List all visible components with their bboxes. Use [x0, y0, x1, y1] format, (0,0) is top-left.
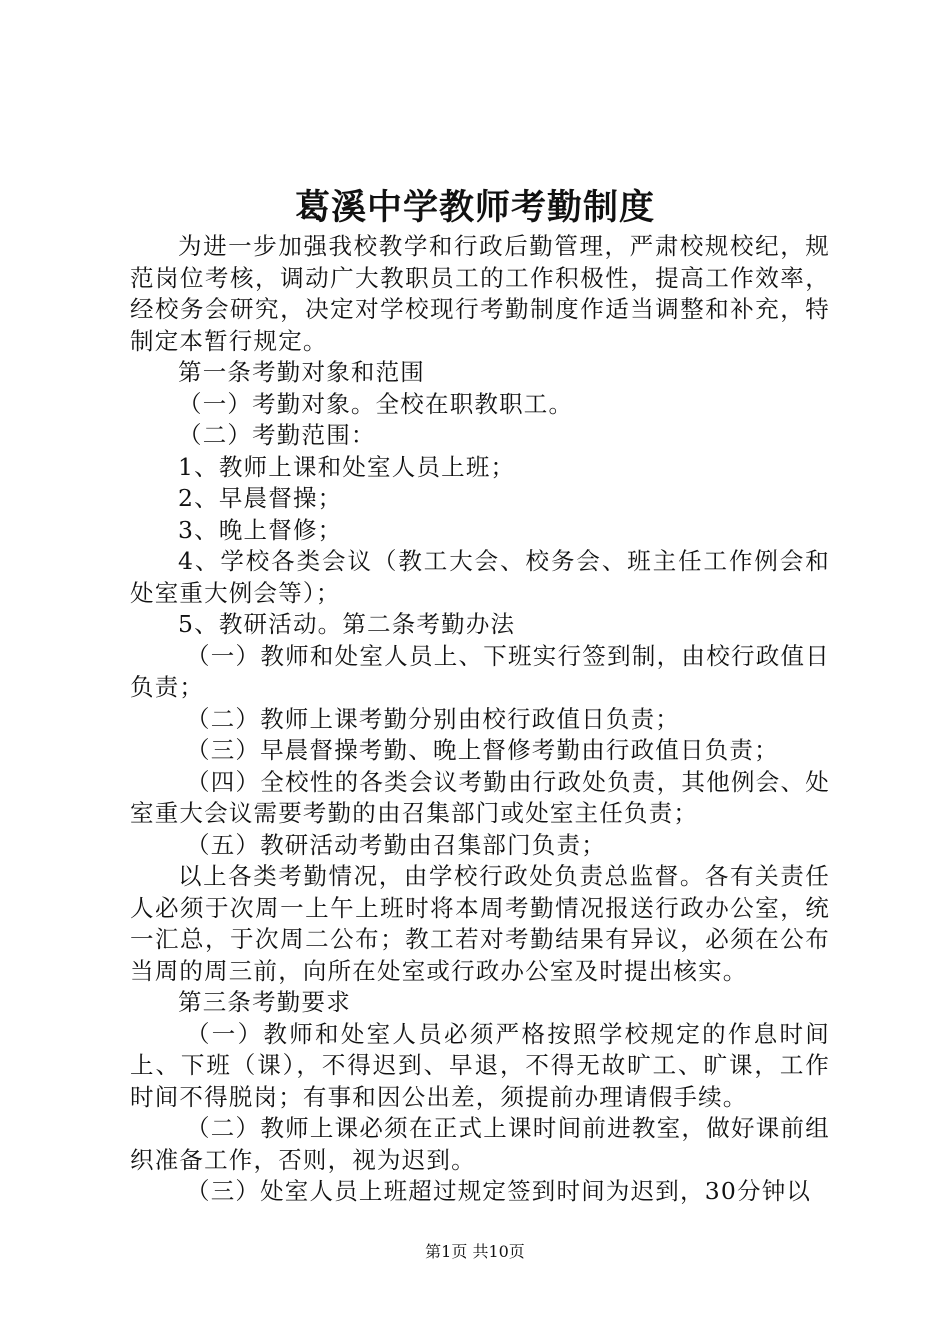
document-title: 葛溪中学教师考勤制度 — [294, 187, 655, 228]
paragraph: 4、学校各类会议（教工大会、校务会、班主任工作例会和处室重大例会等）； — [130, 547, 830, 607]
paragraph-article-3-heading: 第三条考勤要求 — [178, 988, 351, 1016]
paragraph: （三）处室人员上班超过规定签到时间为迟到，30分钟以 — [186, 1177, 812, 1205]
paragraph: （一）考勤对象。全校在职教职工。 — [178, 389, 574, 418]
paragraph-intro: 为进一步加强我校教学和行政后勤管理，严肃校规校纪，规范岗位考核，调动广大教职员工的工作积极性，提高工作效率，经校务会研究，决定对学校现行考勤制度作适当调整和补充，特制定本暂行规定。 — [130, 232, 830, 355]
paragraph: （五）教研活动考勤由召集部门负责； — [186, 830, 606, 859]
paragraph-supervision: 以上各类考勤情况，由学校行政处负责总监督。各有关责任人必须于次周一上午上班时将本周考勤情况报送行政办公室，统一汇总，于次周二公布；教工若对考勤结果有异议，必须在公布当周的周三前，向所在处室或行政办公室及时提出核实。 — [130, 862, 830, 985]
paragraph: （四）全校性的各类会议考勤由行政处负责，其他例会、处室重大会议需要考勤的由召集部门或处室主任负责； — [130, 767, 830, 827]
paragraph: 1、教师上课和处室人员上班； — [178, 452, 516, 481]
paragraph: （二）考勤范围： — [178, 421, 376, 449]
page-footer: 第1页 共10页 — [425, 1242, 525, 1261]
paragraph: （一）教师和处室人员必须严格按照学校规定的作息时间上、下班（课），不得迟到、早退，不得无故旷工、旷课，工作时间不得脱岗；有事和因公出差，须提前办理请假手续。 — [130, 1019, 830, 1111]
paragraph-article-2-heading: 5、教研活动。第二条考勤办法 — [178, 610, 516, 638]
paragraph: （一）教师和处室人员上、下班实行签到制，由校行政值日负责； — [130, 641, 830, 701]
document-body — [130, 231, 830, 1208]
paragraph-article-1-heading: 第一条考勤对象和范围 — [178, 358, 425, 386]
paragraph: 2、早晨督操； — [178, 484, 343, 512]
paragraph: （二）教师上课必须在正式上课时间前进教室，做好课前组织准备工作，否则，视为迟到。 — [130, 1114, 830, 1174]
paragraph: （三）早晨督操考勤、晚上督修考勤由行政值日负责； — [186, 736, 779, 764]
paragraph: 3、晚上督修； — [178, 515, 343, 544]
paragraph: （二）教师上课考勤分别由校行政值日负责； — [186, 704, 680, 733]
